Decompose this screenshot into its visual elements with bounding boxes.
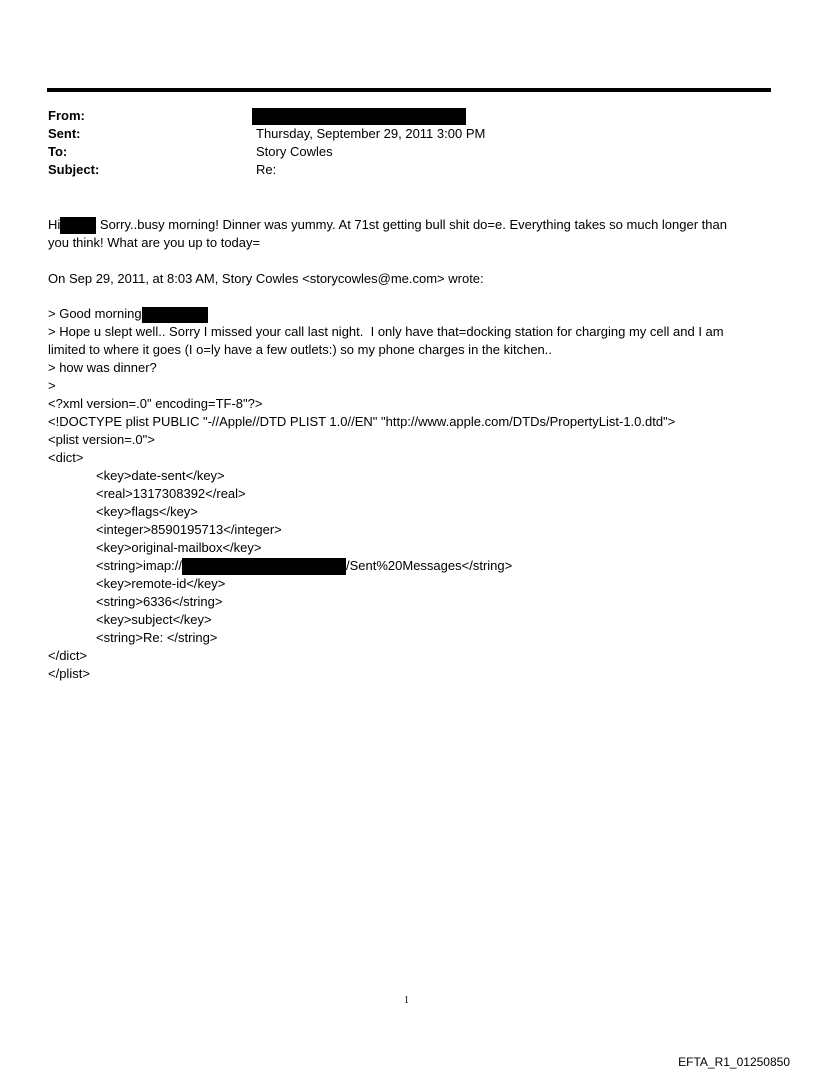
xml-line: <integer>8590195713</integer>: [96, 522, 282, 537]
from-value: [252, 107, 466, 125]
xml-line: <key>original-mailbox</key>: [96, 540, 262, 555]
header-rule: [47, 88, 771, 92]
document-id: EFTA_R1_01250850: [678, 1055, 790, 1069]
xml-line: <string>Re: </string>: [96, 630, 218, 645]
xml-line: <plist version=.0">: [48, 432, 155, 447]
redaction-block: [142, 307, 208, 323]
xml-line: <key>remote-id</key>: [96, 576, 226, 591]
subject-label: Subject:: [48, 162, 100, 177]
redaction-block: [182, 558, 346, 575]
xml-line: <key>flags</key>: [96, 504, 198, 519]
xml-text: /Sent%20Messages</string>: [346, 558, 513, 573]
xml-line: </dict>: [48, 648, 88, 663]
xml-line: <key>subject</key>: [96, 612, 212, 627]
xml-line: <!DOCTYPE plist PUBLIC "-//Apple//DTD PLIST 1.0//EN" "http://www.apple.com/DTDs/PropertyList-1.0.dtd">: [48, 414, 676, 429]
xml-line: <real>1317308392</real>: [96, 486, 246, 501]
xml-line: <?xml version=.0" encoding=TF-8"?>: [48, 396, 263, 411]
quote-header: On Sep 29, 2011, at 8:03 AM, Story Cowles <storycowles@me.com> wrote:: [48, 271, 484, 286]
redaction-block: [252, 108, 466, 125]
greeting: Hi: [48, 217, 61, 232]
sent-value: Thursday, September 29, 2011 3:00 PM: [256, 126, 486, 141]
xml-line: <dict>: [48, 450, 84, 465]
sent-label: Sent:: [48, 126, 81, 141]
from-label: From:: [48, 108, 85, 123]
xml-line: [96, 557, 512, 575]
xml-line: <key>date-sent</key>: [96, 468, 225, 483]
xml-line: <string>6336</string>: [96, 594, 223, 609]
page-number: 1: [404, 995, 409, 1006]
subject-value: Re:: [256, 162, 277, 177]
quoted-line: [48, 305, 208, 323]
body-paragraph-line: [48, 216, 727, 234]
to-value: Story Cowles: [256, 144, 333, 159]
quoted-line: limited to where it goes (I o=ly have a few outlets:) so my phone charges in the kitchen..: [48, 342, 553, 357]
body-paragraph-line: you think! What are you up to today=: [48, 235, 261, 250]
quoted-text: > Good morning: [48, 306, 142, 321]
redaction-block: [60, 217, 96, 234]
quoted-line: > Hope u slept well.. Sorry I missed your call last night. I only have that=docking station for charging my cell and I am: [48, 324, 724, 339]
quoted-line: > how was dinner?: [48, 360, 157, 375]
quoted-line: >: [48, 378, 56, 393]
xml-line: </plist>: [48, 666, 90, 681]
to-label: To:: [48, 144, 68, 159]
paragraph-text: Sorry..busy morning! Dinner was yummy. At 71st getting bull shit do=e. Everything takes so much longer than: [96, 217, 727, 232]
xml-text: <string>imap://: [96, 558, 182, 573]
